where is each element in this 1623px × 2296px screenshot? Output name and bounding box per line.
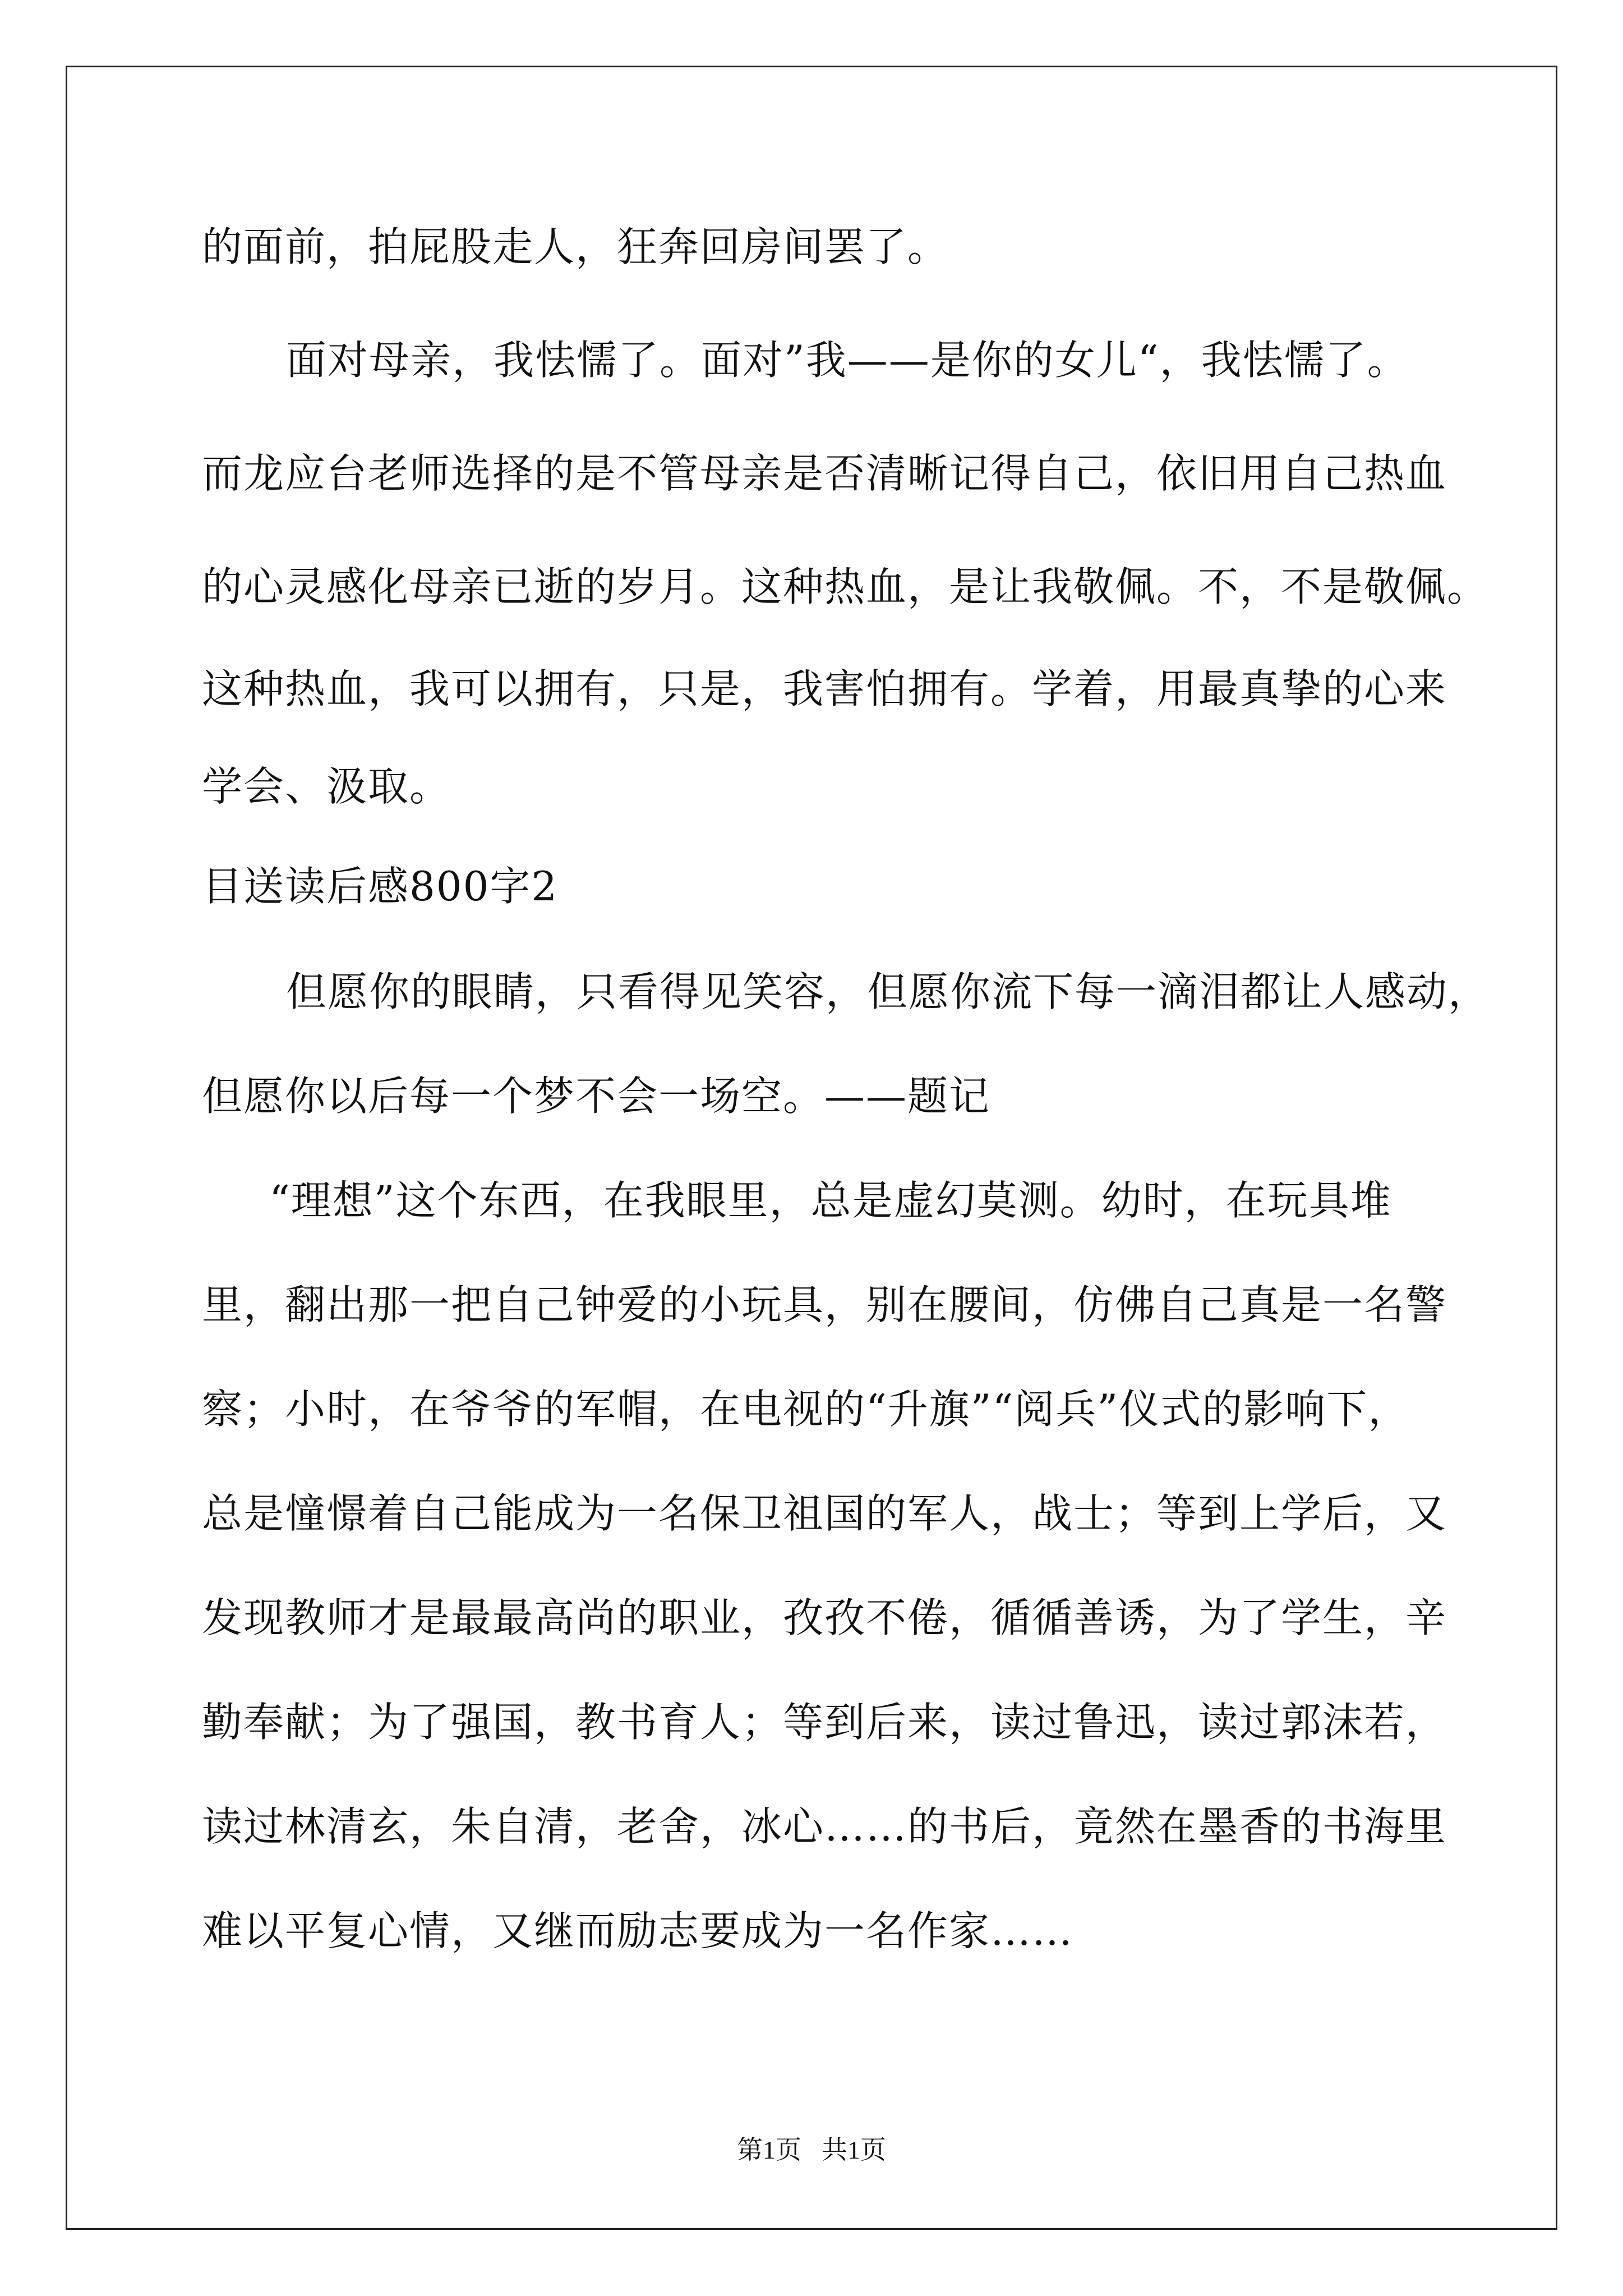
paragraph-line: 学会、汲取。 <box>202 763 451 810</box>
section-heading: 目送读后感800字2 <box>202 863 559 910</box>
page-footer <box>0 2133 1623 2167</box>
paragraph-line: 这种热血，我可以拥有，只是，我害怕拥有。学着，用最真挚的心来 <box>202 665 1447 712</box>
paragraph-line: 而龙应台老师选择的是不管母亲是否清晰记得自己，依旧用自己热血 <box>202 450 1447 497</box>
paragraph-line: 面对母亲，我怯懦了。面对”我——是你的女儿“，我怯懦了。 <box>286 337 1409 384</box>
paragraph-line: 但愿你以后每一个梦不会一场空。——题记 <box>202 1073 991 1120</box>
page-total: 共1页 <box>822 2136 886 2164</box>
paragraph-line: 里，翻出那一把自己钟爱的小玩具，别在腰间，仿佛自己真是一名警 <box>202 1281 1447 1328</box>
paragraph-line: 但愿你的眼睛，只看得见笑容，但愿你流下每一滴泪都让人感动， <box>286 968 1490 1015</box>
paragraph-line: 读过林清玄，朱自清，老舍，冰心……的书后，竟然在墨香的书海里 <box>202 1803 1447 1850</box>
paragraph-line: 勤奉献；为了强国，教书育人；等到后来，读过鲁迅，读过郭沫若， <box>202 1699 1447 1746</box>
paragraph-line: 总是憧憬着自己能成为一名保卫祖国的军人，战士；等到上学后，又 <box>202 1490 1447 1537</box>
paragraph-line: 的面前，拍屁股走人，狂奔回房间罢了。 <box>202 223 949 270</box>
paragraph-line: 察；小时，在爷爷的军帽，在电视的“升旗”“阅兵”仪式的影响下， <box>202 1386 1410 1433</box>
page-number: 第1页 <box>737 2136 801 2164</box>
paragraph-line: 难以平复心情，又继而励志要成为一名作家…… <box>202 1907 1074 1954</box>
paragraph-line: 发现教师才是最最高尚的职业，孜孜不倦，循循善诱，为了学生，辛 <box>202 1594 1447 1641</box>
paragraph-line: “理想”这个东西，在我眼里，总是虚幻莫测。幼时，在玩具堆 <box>269 1177 1392 1224</box>
paragraph-line: 的心灵感化母亲已逝的岁月。这种热血，是让我敬佩。不，不是敬佩。 <box>202 563 1489 610</box>
